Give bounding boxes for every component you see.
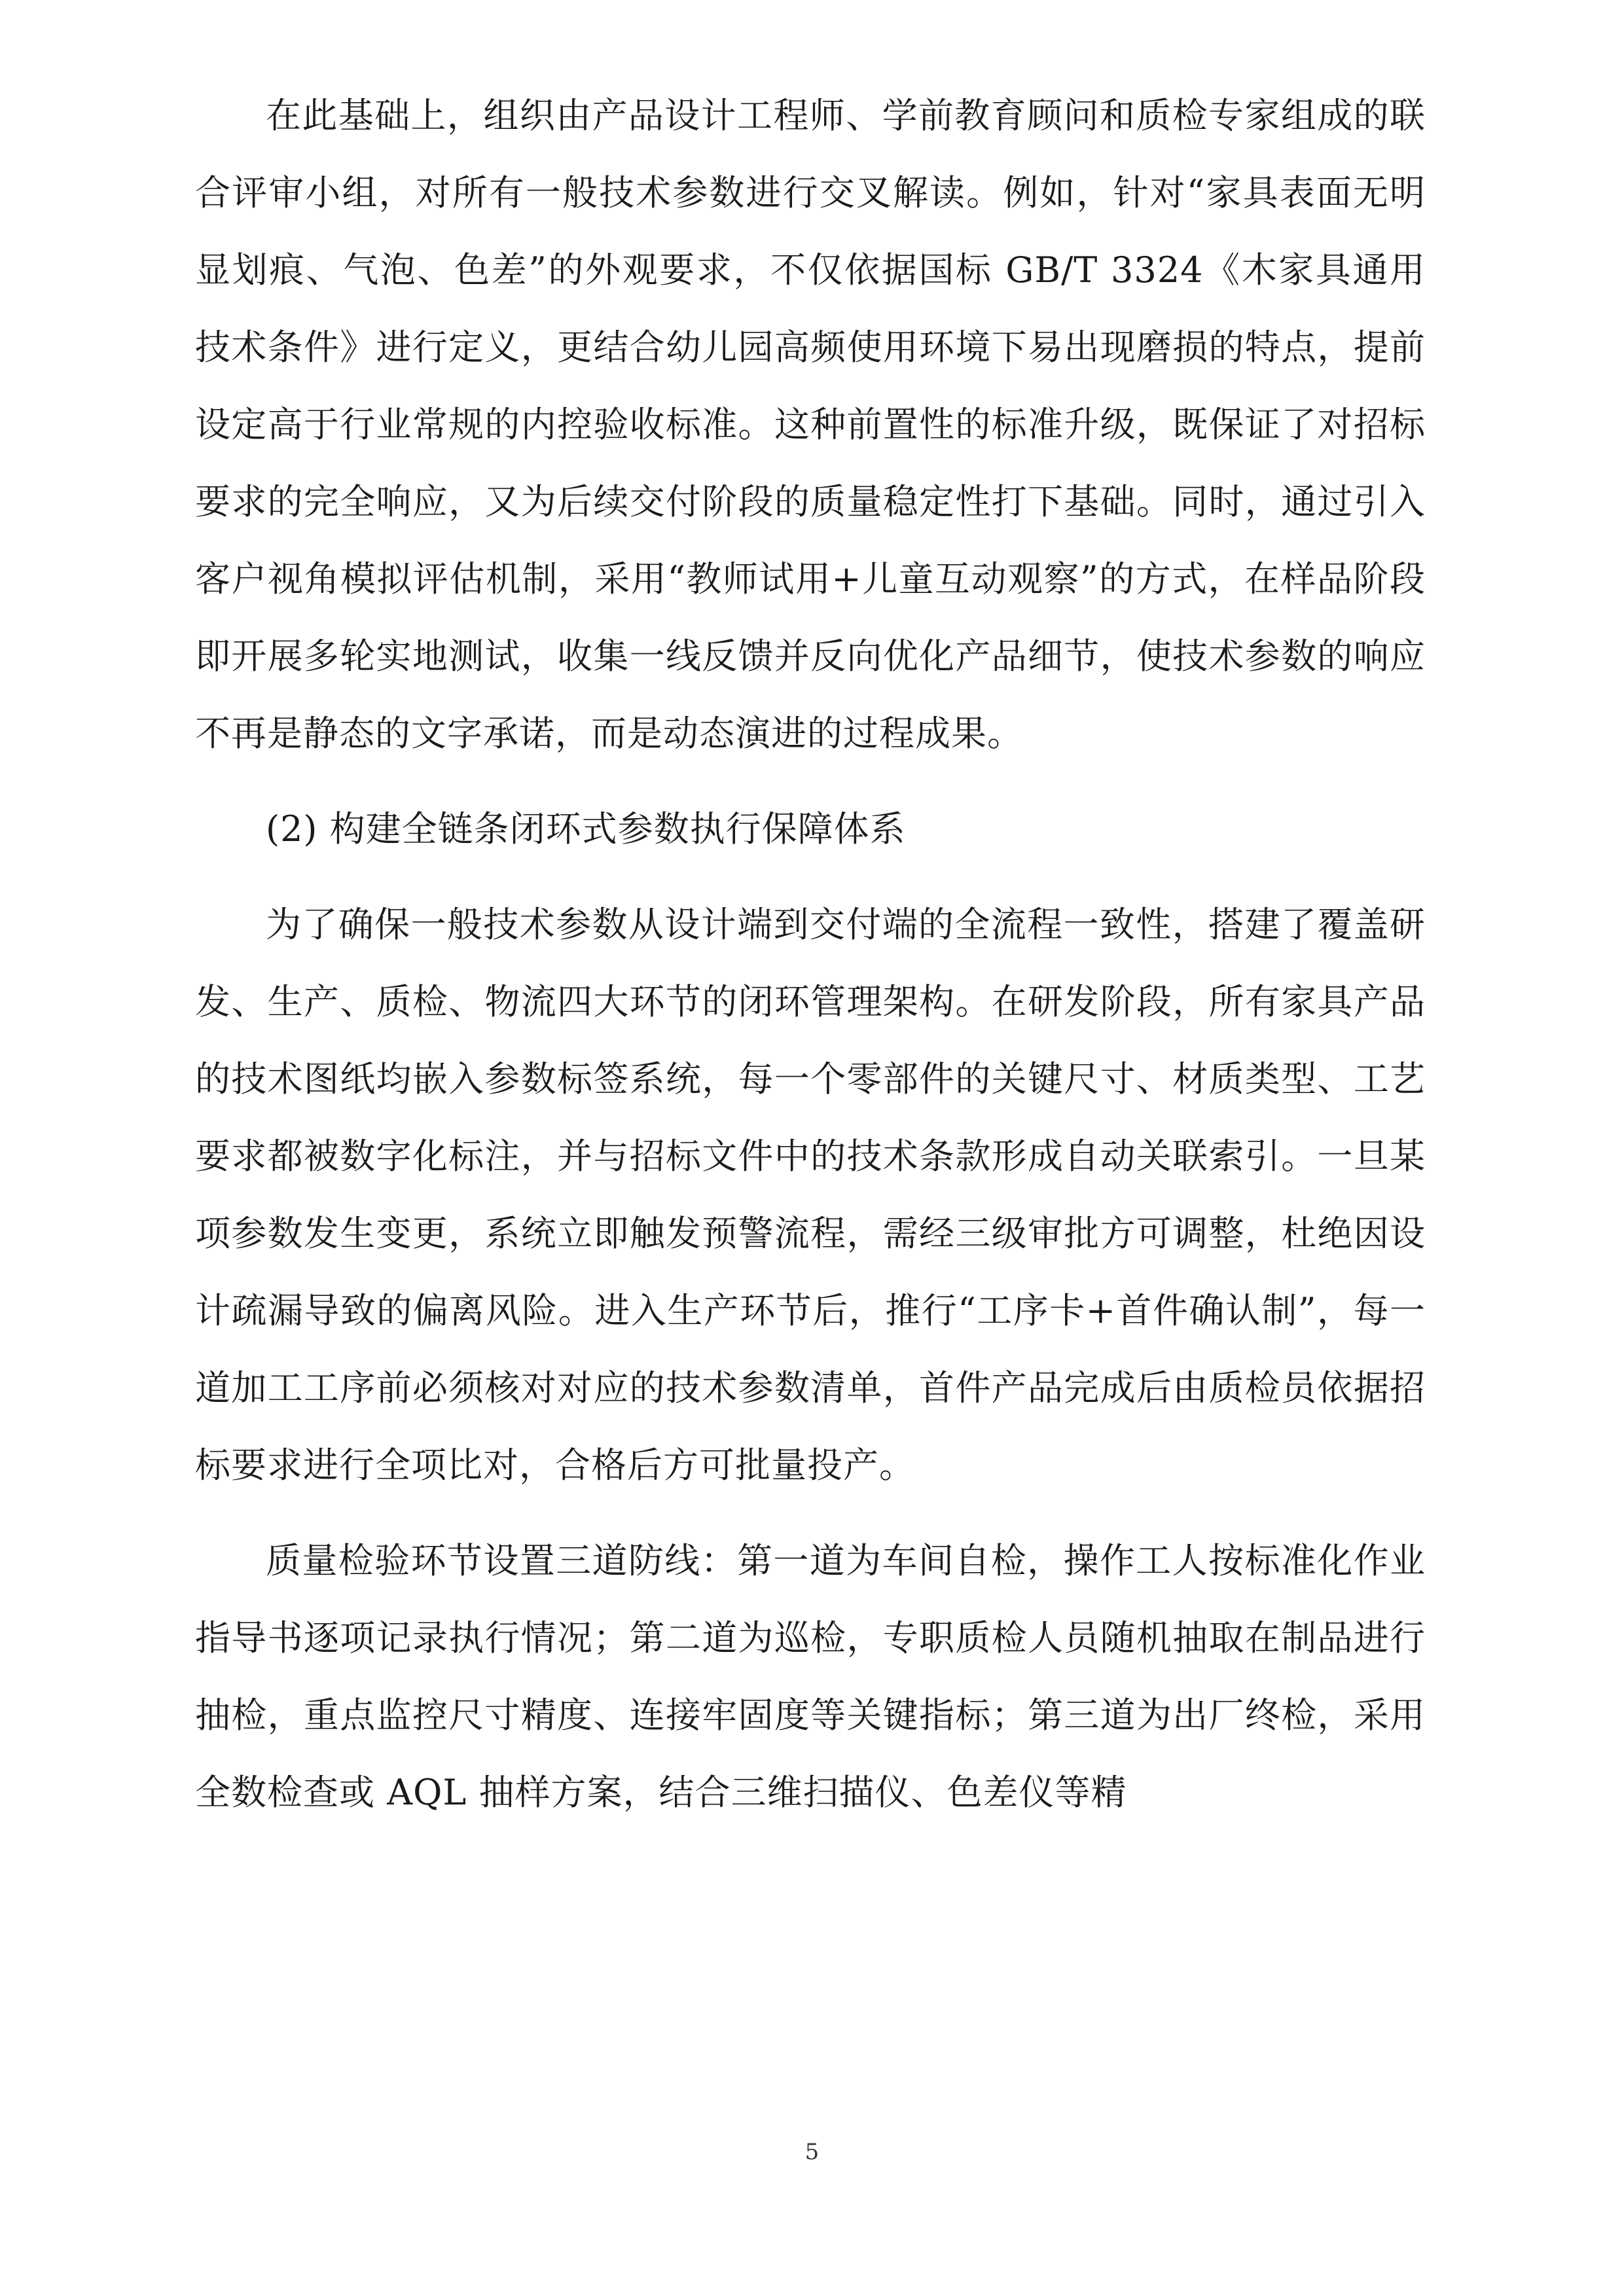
document-body [195, 77, 1426, 1831]
paragraph-review-team: 在此基础上，组织由产品设计工程师、学前教育顾问和质检专家组成的联合评审小组，对所有一般技术参数进行交叉解读。例如，针对“家具表面无明显划痕、气泡、色差”的外观要求，不仅依据国标 GB/T 3324《木家具通用技术条件》进行定义，更结合幼儿园高频使用环境下易出现磨损的特点，提前设定高于行业常规的内控验收标准。这种前置性的标准升级，既保证了对招标要求的完全响应，又为后续交付阶段的质量稳定性打下基础。同时，通过引入客户视角模拟评估机制，采用“教师试用+儿童互动观察”的方式，在样品阶段即开展多轮实地测试，收集一线反馈并反向优化产品细节，使技术参数的响应不再是静态的文字承诺，而是动态演进的过程成果。 [195, 95, 1426, 754]
paragraph-gap [195, 868, 1426, 886]
page-number: 5 [804, 2139, 820, 2165]
paragraph-gap [195, 772, 1426, 791]
paragraph-closed-loop-architecture: 为了确保一般技术参数从设计端到交付端的全流程一致性，搭建了覆盖研发、生产、质检、物流四大环节的闭环管理架构。在研发阶段，所有家具产品的技术图纸均嵌入参数标签系统，每一个零部件的关键尺寸、材质类型、工艺要求都被数字化标注，并与招标文件中的技术条款形成自动关联索引。一旦某项参数发生变更，系统立即触发预警流程，需经三级审批方可调整，杜绝因设计疏漏导致的偏离风险。进入生产环节后，推行“工序卡+首件确认制”，每一道加工工序前必须核对对应的技术参数清单，首件产品完成后由质检员依据招标要求进行全项比对，合格后方可批量投产。 [195, 904, 1426, 1486]
paragraph-gap [195, 1504, 1426, 1522]
paragraph-quality-inspection: 质量检验环节设置三道防线：第一道为车间自检，操作工人按标准化作业指导书逐项记录执行情况；第二道为巡检，专职质检人员随机抽取在制品进行抽检，重点监控尺寸精度、连接牢固度等关键指标；第三道为出厂终检，采用全数检查或 AQL 抽样方案，结合三维扫描仪、色差仪等精 [195, 1540, 1426, 1813]
section-heading-closed-loop: (2) 构建全链条闭环式参数执行保障体系 [266, 808, 906, 850]
